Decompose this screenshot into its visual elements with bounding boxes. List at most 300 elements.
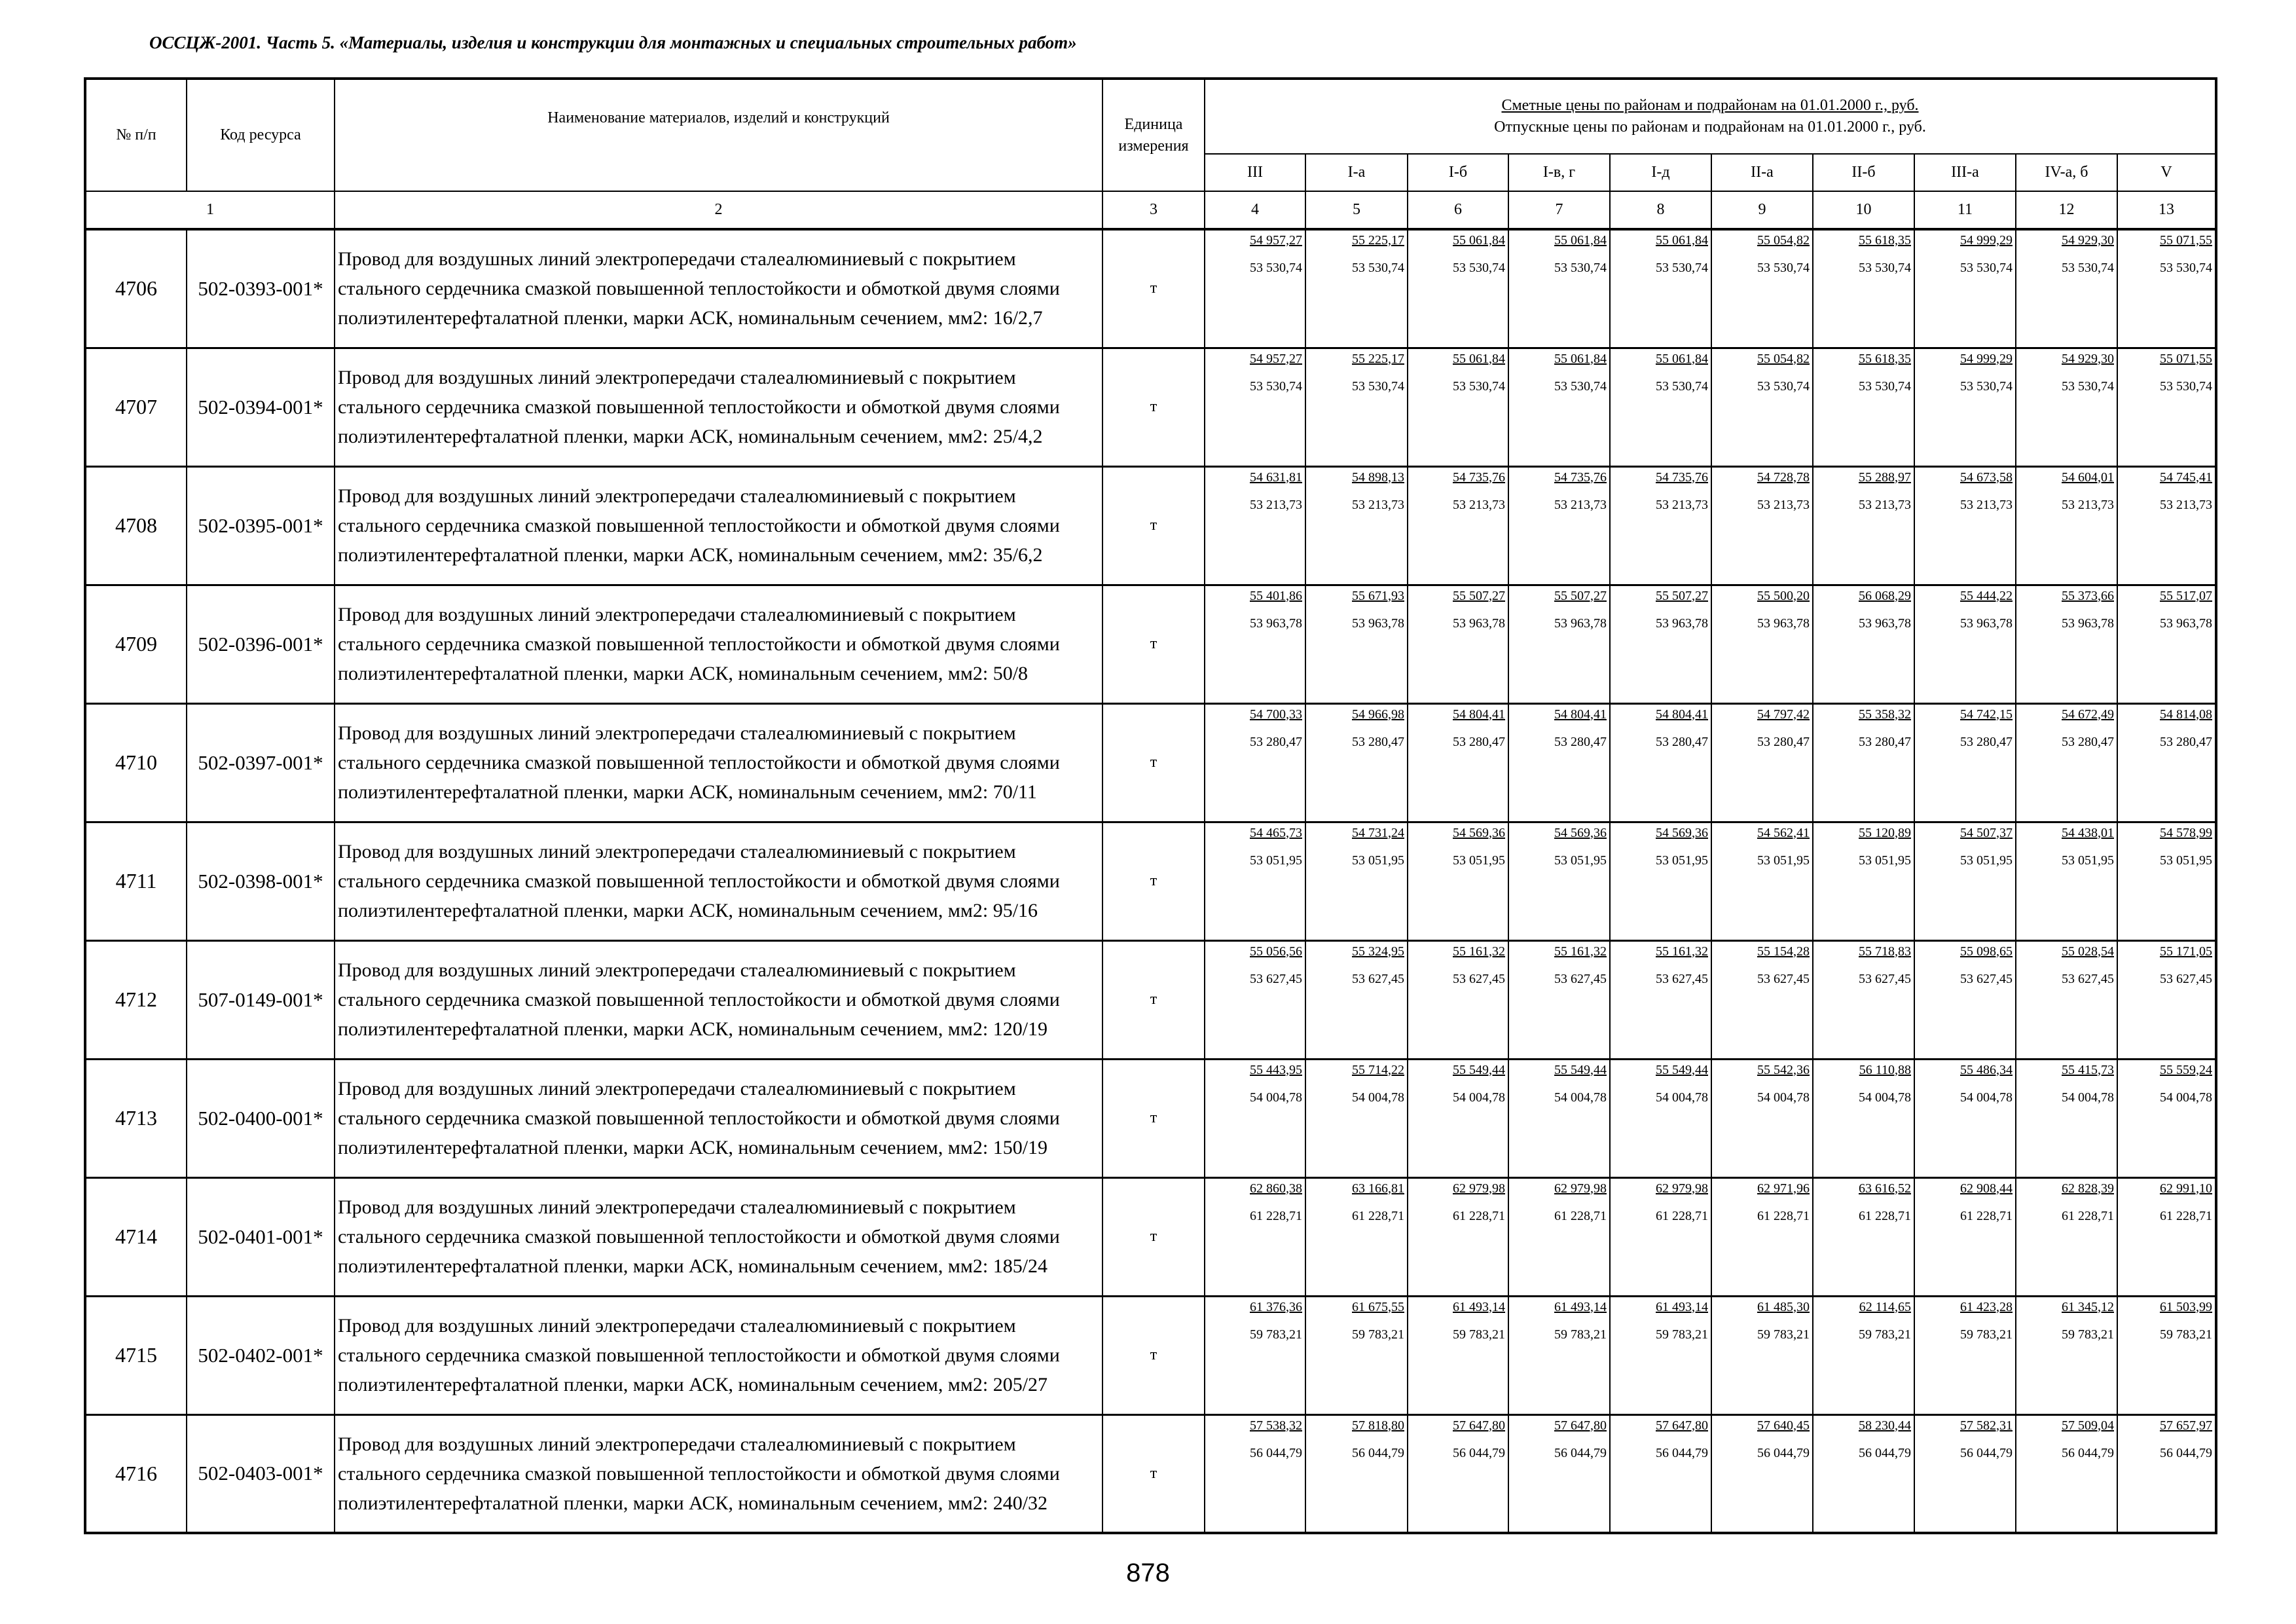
- header-region: III-а: [1914, 154, 2016, 191]
- release-price: 61 228,71: [1859, 1208, 1911, 1223]
- estimate-price: 54 578,99: [2160, 825, 2213, 840]
- release-price: 53 530,74: [1960, 378, 2013, 394]
- price-cell: [1408, 348, 1508, 466]
- estimate-price: 54 898,13: [1352, 470, 1404, 485]
- row-index: 4709: [85, 585, 187, 703]
- estimate-price: 62 860,38: [1250, 1181, 1302, 1196]
- unit-of-measure: т: [1102, 703, 1205, 822]
- release-price: 54 004,78: [1554, 1090, 1607, 1105]
- price-cell: [2117, 348, 2216, 466]
- estimate-price: 54 735,76: [1453, 470, 1505, 485]
- resource-code: 502-0395-001*: [187, 466, 335, 585]
- price-cell: [1508, 1177, 1610, 1296]
- release-price: 61 228,71: [1554, 1208, 1607, 1223]
- release-price: 53 280,47: [1656, 734, 1708, 749]
- estimate-price: 54 673,58: [1960, 470, 2013, 485]
- price-cell: [2117, 229, 2216, 348]
- estimate-price: 55 415,73: [2062, 1062, 2114, 1077]
- row-index: 4712: [85, 940, 187, 1059]
- column-number: 6: [1408, 191, 1508, 229]
- price-cell: [1711, 940, 1813, 1059]
- unit-of-measure: т: [1102, 1059, 1205, 1177]
- estimate-price: 55 061,84: [1554, 233, 1607, 248]
- price-cell: [2016, 940, 2117, 1059]
- release-price: 56 044,79: [1453, 1445, 1505, 1460]
- price-cell: [1305, 466, 1408, 585]
- release-price: 56 044,79: [1250, 1445, 1302, 1460]
- estimate-price: 57 538,32: [1250, 1418, 1302, 1433]
- estimate-price: 55 401,86: [1250, 588, 1302, 603]
- material-name: Провод для воздушных линий электропередачи сталеалюминиевый с покрытием стального сердечника смазкой повышенной теплостойкости и обмоткой двумя слоями полиэтилентерефталатной пленки, марки АСК, номинальным сечением, мм2: 50/8: [335, 585, 1102, 703]
- price-cell: [1610, 703, 1711, 822]
- price-cell: [1914, 822, 2016, 940]
- price-cell: [1408, 822, 1508, 940]
- estimate-price: 55 056,56: [1250, 944, 1302, 959]
- release-price: 61 228,71: [1352, 1208, 1404, 1223]
- price-cell: [2016, 822, 2117, 940]
- header-prices: [1205, 79, 2216, 154]
- release-price: 53 530,74: [1352, 378, 1404, 394]
- resource-code: 502-0402-001*: [187, 1296, 335, 1414]
- row-index: 4713: [85, 1059, 187, 1177]
- release-price: 53 051,95: [1453, 853, 1505, 868]
- price-cell: [1508, 822, 1610, 940]
- price-cell: [1914, 1296, 2016, 1414]
- price-cell: [1305, 1414, 1408, 1533]
- estimate-price: 62 828,39: [2062, 1181, 2114, 1196]
- release-price: 53 530,74: [1352, 261, 1404, 275]
- price-cell: [1711, 229, 1813, 348]
- material-name: Провод для воздушных линий электропередачи сталеалюминиевый с покрытием стального сердечника смазкой повышенной теплостойкости и обмоткой двумя слоями полиэтилентерефталатной пленки, марки АСК, номинальным сечением, мм2: 150/19: [335, 1059, 1102, 1177]
- resource-code: 502-0400-001*: [187, 1059, 335, 1177]
- resource-code: 502-0396-001*: [187, 585, 335, 703]
- release-price: 53 530,74: [1250, 378, 1302, 394]
- table-row: [85, 1059, 2216, 1177]
- resource-code: 507-0149-001*: [187, 940, 335, 1059]
- estimate-price: 55 671,93: [1352, 588, 1404, 603]
- estimate-price: 55 443,95: [1250, 1062, 1302, 1077]
- release-price: 53 213,73: [1656, 497, 1708, 512]
- release-price: 53 530,74: [1453, 261, 1505, 275]
- column-number: 5: [1305, 191, 1408, 229]
- price-cell: [1205, 1414, 1305, 1533]
- price-cell: [1408, 466, 1508, 585]
- release-price: 56 044,79: [1859, 1445, 1911, 1460]
- release-price: 61 228,71: [1250, 1208, 1302, 1223]
- release-price: 59 783,21: [1859, 1327, 1911, 1342]
- price-cell: [1508, 466, 1610, 585]
- estimate-price: 55 061,84: [1554, 351, 1607, 366]
- table-row: [85, 940, 2216, 1059]
- release-price: 53 627,45: [1250, 971, 1302, 986]
- estimate-price: 61 485,30: [1757, 1299, 1810, 1314]
- price-cell: [1711, 703, 1813, 822]
- estimate-price: 54 728,78: [1757, 470, 1810, 485]
- release-price: 59 783,21: [2160, 1327, 2213, 1342]
- release-price: 53 213,73: [1453, 497, 1505, 512]
- column-number: 8: [1610, 191, 1711, 229]
- material-name: Провод для воздушных линий электропередачи сталеалюминиевый с покрытием стального сердечника смазкой повышенной теплостойкости и обмоткой двумя слоями полиэтилентерефталатной пленки, марки АСК, номинальным сечением, мм2: 25/4,2: [335, 348, 1102, 466]
- price-cell: [1408, 1414, 1508, 1533]
- estimate-price: 62 979,98: [1554, 1181, 1607, 1196]
- estimate-price: 54 735,76: [1554, 470, 1607, 485]
- release-price: 53 213,73: [2160, 497, 2213, 512]
- estimate-price: 55 517,07: [2160, 588, 2213, 603]
- price-cell: [1914, 466, 2016, 585]
- table-row: [85, 585, 2216, 703]
- row-index: 4706: [85, 229, 187, 348]
- estimate-price: 55 071,55: [2160, 233, 2213, 248]
- material-name: Провод для воздушных линий электропередачи сталеалюминиевый с покрытием стального сердечника смазкой повышенной теплостойкости и обмоткой двумя слоями полиэтилентерефталатной пленки, марки АСК, номинальным сечением, мм2: 95/16: [335, 822, 1102, 940]
- column-number: 12: [2016, 191, 2117, 229]
- price-cell: [1408, 703, 1508, 822]
- estimate-price: 54 672,49: [2062, 707, 2114, 722]
- price-cell: [1408, 229, 1508, 348]
- release-price: 59 783,21: [2062, 1327, 2114, 1342]
- price-cell: [1711, 585, 1813, 703]
- estimate-price: 55 718,83: [1859, 944, 1911, 959]
- material-name: Провод для воздушных линий электропередачи сталеалюминиевый с покрытием стального сердечника смазкой повышенной теплостойкости и обмоткой двумя слоями полиэтилентерефталатной пленки, марки АСК, номинальным сечением, мм2: 70/11: [335, 703, 1102, 822]
- release-price: 56 044,79: [1757, 1445, 1810, 1460]
- estimate-price: 54 569,36: [1453, 825, 1505, 840]
- row-index: 4715: [85, 1296, 187, 1414]
- row-index: 4716: [85, 1414, 187, 1533]
- row-index: 4710: [85, 703, 187, 822]
- material-name: Провод для воздушных линий электропередачи сталеалюминиевый с покрытием стального сердечника смазкой повышенной теплостойкости и обмоткой двумя слоями полиэтилентерефталатной пленки, марки АСК, номинальным сечением, мм2: 205/27: [335, 1296, 1102, 1414]
- release-price: 53 627,45: [1960, 971, 2013, 986]
- release-price: 53 530,74: [2160, 378, 2213, 394]
- estimate-price: 55 061,84: [1656, 233, 1708, 248]
- price-cell: [2016, 1414, 2117, 1533]
- estimate-price: 55 618,35: [1859, 233, 1911, 248]
- table-body: [85, 229, 2216, 1533]
- estimate-price: 55 549,44: [1656, 1062, 1708, 1077]
- price-cell: [2117, 1059, 2216, 1177]
- price-cell: [1813, 229, 1914, 348]
- material-name: Провод для воздушных линий электропередачи сталеалюминиевый с покрытием стального сердечника смазкой повышенной теплостойкости и обмоткой двумя слоями полиэтилентерефталатной пленки, марки АСК, номинальным сечением, мм2: 120/19: [335, 940, 1102, 1059]
- estimate-price: 62 979,98: [1453, 1181, 1505, 1196]
- price-cell: [2117, 703, 2216, 822]
- header-region: I-д: [1610, 154, 1711, 191]
- price-cell: [1610, 940, 1711, 1059]
- release-price: 53 051,95: [1960, 853, 2013, 868]
- release-price: 53 963,78: [1656, 616, 1708, 631]
- estimate-price: 54 999,29: [1960, 351, 2013, 366]
- header-row-numbers: [85, 191, 2216, 229]
- header-region: IV-а, б: [2016, 154, 2117, 191]
- estimate-price: 55 028,54: [2062, 944, 2114, 959]
- estimate-price: 55 500,20: [1757, 588, 1810, 603]
- release-price: 53 051,95: [1250, 853, 1302, 868]
- price-cell: [2016, 585, 2117, 703]
- column-number: 7: [1508, 191, 1610, 229]
- price-table: [84, 77, 2217, 1534]
- release-price: 54 004,78: [1960, 1090, 2013, 1105]
- estimate-price: 55 061,84: [1453, 233, 1505, 248]
- price-cell: [1813, 703, 1914, 822]
- estimate-price: 55 054,82: [1757, 233, 1810, 248]
- estimate-price: 54 957,27: [1250, 233, 1302, 248]
- header-row-top: [85, 79, 2216, 154]
- estimate-price: 55 618,35: [1859, 351, 1911, 366]
- estimate-price: 54 438,01: [2062, 825, 2114, 840]
- price-cell: [1305, 229, 1408, 348]
- release-price: 61 228,71: [2062, 1208, 2114, 1223]
- release-price: 53 280,47: [1757, 734, 1810, 749]
- release-price: 56 044,79: [1352, 1445, 1404, 1460]
- price-cell: [2016, 703, 2117, 822]
- price-cell: [2016, 229, 2117, 348]
- release-price: 54 004,78: [1352, 1090, 1404, 1105]
- price-cell: [2016, 348, 2117, 466]
- price-cell: [1408, 1177, 1508, 1296]
- release-price: 53 530,74: [1960, 261, 2013, 275]
- document-header: ОССЦЖ-2001. Часть 5. «Материалы, изделия и конструкции для монтажных и специальных строительных работ»: [149, 33, 1077, 52]
- estimate-price: 62 114,65: [1859, 1299, 1911, 1314]
- material-name: Провод для воздушных линий электропередачи сталеалюминиевый с покрытием стального сердечника смазкой повышенной теплостойкости и обмоткой двумя слоями полиэтилентерефталатной пленки, марки АСК, номинальным сечением, мм2: 16/2,7: [335, 229, 1102, 348]
- estimate-price: 55 507,27: [1554, 588, 1607, 603]
- release-price: 53 530,74: [1250, 261, 1302, 275]
- row-index: 4714: [85, 1177, 187, 1296]
- release-price: 53 213,73: [1859, 497, 1911, 512]
- release-price: 53 530,74: [2062, 378, 2114, 394]
- estimate-price: 55 071,55: [2160, 351, 2213, 366]
- table-row: [85, 822, 2216, 940]
- table-row: [85, 703, 2216, 822]
- table-row: [85, 348, 2216, 466]
- release-price: 54 004,78: [1453, 1090, 1505, 1105]
- release-price: 53 213,73: [1250, 497, 1302, 512]
- estimate-price: 55 161,32: [1656, 944, 1708, 959]
- release-price: 53 280,47: [1859, 734, 1911, 749]
- release-price: 53 280,47: [2160, 734, 2213, 749]
- estimate-price: 54 569,36: [1656, 825, 1708, 840]
- header-name: Наименование материалов, изделий и конструкций: [335, 79, 1102, 191]
- estimate-price: 58 230,44: [1859, 1418, 1911, 1433]
- estimate-price: 55 507,27: [1656, 588, 1708, 603]
- price-cell: [1610, 466, 1711, 585]
- row-index: 4708: [85, 466, 187, 585]
- price-cell: [1508, 229, 1610, 348]
- column-number: 4: [1205, 191, 1305, 229]
- release-price: 53 051,95: [1554, 853, 1607, 868]
- price-cell: [1711, 466, 1813, 585]
- estimate-price: 61 493,14: [1453, 1299, 1505, 1314]
- estimate-price: 57 640,45: [1757, 1418, 1810, 1433]
- price-cell: [1610, 1059, 1711, 1177]
- estimate-price: 56 068,29: [1859, 588, 1911, 603]
- release-price: 53 627,45: [1757, 971, 1810, 986]
- release-price: 53 051,95: [1859, 853, 1911, 868]
- estimate-price: 63 166,81: [1352, 1181, 1404, 1196]
- release-price: 59 783,21: [1250, 1327, 1302, 1342]
- estimate-price: 55 154,28: [1757, 944, 1810, 959]
- estimate-price: 54 814,08: [2160, 707, 2213, 722]
- price-cell: [1305, 940, 1408, 1059]
- price-cell: [1508, 940, 1610, 1059]
- resource-code: 502-0403-001*: [187, 1414, 335, 1533]
- release-price: 53 530,74: [1656, 261, 1708, 275]
- price-cell: [1205, 585, 1305, 703]
- estimate-price: 61 503,99: [2160, 1299, 2213, 1314]
- estimate-price: 54 465,73: [1250, 825, 1302, 840]
- resource-code: 502-0394-001*: [187, 348, 335, 466]
- estimate-price: 54 700,33: [1250, 707, 1302, 722]
- estimate-price: 54 929,30: [2062, 233, 2114, 248]
- price-cell: [1711, 1414, 1813, 1533]
- price-cell: [1508, 703, 1610, 822]
- price-cell: [1610, 1177, 1711, 1296]
- release-price: 61 228,71: [1960, 1208, 2013, 1223]
- price-cell: [1205, 940, 1305, 1059]
- estimate-price: 55 358,32: [1859, 707, 1911, 722]
- resource-code: 502-0401-001*: [187, 1177, 335, 1296]
- header-prices-estimate: Сметные цены по районам и подрайонам на 01.01.2000 г., руб.: [1501, 97, 1919, 114]
- estimate-price: 56 110,88: [1859, 1062, 1911, 1077]
- estimate-price: 55 120,89: [1859, 825, 1911, 840]
- header-region: V: [2117, 154, 2216, 191]
- price-cell: [1813, 348, 1914, 466]
- estimate-price: 57 657,97: [2160, 1418, 2213, 1433]
- unit-of-measure: т: [1102, 585, 1205, 703]
- column-number: 10: [1813, 191, 1914, 229]
- release-price: 53 280,47: [2062, 734, 2114, 749]
- price-cell: [1711, 348, 1813, 466]
- release-price: 53 530,74: [1656, 378, 1708, 394]
- price-cell: [1610, 1296, 1711, 1414]
- table-row: [85, 229, 2216, 348]
- release-price: 53 530,74: [1554, 378, 1607, 394]
- release-price: 56 044,79: [2160, 1445, 2213, 1460]
- header-region: I-б: [1408, 154, 1508, 191]
- estimate-price: 55 061,84: [1656, 351, 1708, 366]
- price-cell: [1408, 585, 1508, 703]
- price-cell: [1610, 822, 1711, 940]
- price-cell: [1305, 1059, 1408, 1177]
- estimate-price: 54 966,98: [1352, 707, 1404, 722]
- release-price: 54 004,78: [1859, 1090, 1911, 1105]
- row-index: 4707: [85, 348, 187, 466]
- release-price: 53 627,45: [1352, 971, 1404, 986]
- price-cell: [1914, 585, 2016, 703]
- price-cell: [2117, 940, 2216, 1059]
- unit-of-measure: т: [1102, 466, 1205, 585]
- estimate-price: 57 582,31: [1960, 1418, 2013, 1433]
- price-cell: [2117, 822, 2216, 940]
- release-price: 53 051,95: [2062, 853, 2114, 868]
- estimate-price: 63 616,52: [1859, 1181, 1911, 1196]
- price-cell: [1205, 1177, 1305, 1296]
- estimate-price: 55 054,82: [1757, 351, 1810, 366]
- price-cell: [1610, 1414, 1711, 1533]
- header-prices-release: Отпускные цены по районам и подрайонам на 01.01.2000 г., руб.: [1494, 119, 1926, 136]
- release-price: 54 004,78: [1656, 1090, 1708, 1105]
- release-price: 53 627,45: [2160, 971, 2213, 986]
- release-price: 53 280,47: [1554, 734, 1607, 749]
- release-price: 53 213,73: [1960, 497, 2013, 512]
- price-cell: [1508, 1059, 1610, 1177]
- estimate-price: 55 486,34: [1960, 1062, 2013, 1077]
- release-price: 53 213,73: [1352, 497, 1404, 512]
- release-price: 53 627,45: [1656, 971, 1708, 986]
- release-price: 53 213,73: [2062, 497, 2114, 512]
- release-price: 53 280,47: [1453, 734, 1505, 749]
- price-cell: [2016, 1059, 2117, 1177]
- price-cell: [1914, 1414, 2016, 1533]
- estimate-price: 55 288,97: [1859, 470, 1911, 485]
- row-index: 4711: [85, 822, 187, 940]
- price-cell: [1305, 348, 1408, 466]
- release-price: 53 213,73: [1757, 497, 1810, 512]
- estimate-price: 61 493,14: [1656, 1299, 1708, 1314]
- release-price: 61 228,71: [1453, 1208, 1505, 1223]
- column-number: 2: [335, 191, 1102, 229]
- header-unit: Единица измерения: [1102, 79, 1205, 191]
- price-cell: [2117, 466, 2216, 585]
- material-name: Провод для воздушных линий электропередачи сталеалюминиевый с покрытием стального сердечника смазкой повышенной теплостойкости и обмоткой двумя слоями полиэтилентерефталатной пленки, марки АСК, номинальным сечением, мм2: 35/6,2: [335, 466, 1102, 585]
- release-price: 59 783,21: [1352, 1327, 1404, 1342]
- estimate-price: 54 604,01: [2062, 470, 2114, 485]
- release-price: 53 280,47: [1960, 734, 2013, 749]
- release-price: 53 051,95: [1656, 853, 1708, 868]
- estimate-price: 57 647,80: [1453, 1418, 1505, 1433]
- price-cell: [1508, 585, 1610, 703]
- estimate-price: 54 929,30: [2062, 351, 2114, 366]
- release-price: 54 004,78: [1757, 1090, 1810, 1105]
- estimate-price: 62 991,10: [2160, 1181, 2213, 1196]
- table-row: [85, 1296, 2216, 1414]
- estimate-price: 62 908,44: [1960, 1181, 2013, 1196]
- release-price: 53 963,78: [2160, 616, 2213, 631]
- estimate-price: 62 971,96: [1757, 1181, 1810, 1196]
- estimate-price: 55 171,05: [2160, 944, 2213, 959]
- estimate-price: 54 745,41: [2160, 470, 2213, 485]
- unit-of-measure: т: [1102, 1296, 1205, 1414]
- estimate-price: 54 631,81: [1250, 470, 1302, 485]
- price-cell: [1205, 703, 1305, 822]
- resource-code: 502-0393-001*: [187, 229, 335, 348]
- price-cell: [1205, 1059, 1305, 1177]
- price-cell: [1408, 1059, 1508, 1177]
- estimate-price: 54 562,41: [1757, 825, 1810, 840]
- price-cell: [1711, 822, 1813, 940]
- price-cell: [1408, 940, 1508, 1059]
- header-idx: № п/п: [85, 79, 187, 191]
- release-price: 54 004,78: [2062, 1090, 2114, 1105]
- price-cell: [2117, 1414, 2216, 1533]
- estimate-price: 54 569,36: [1554, 825, 1607, 840]
- header-region: III: [1205, 154, 1305, 191]
- price-cell: [1610, 229, 1711, 348]
- price-cell: [1610, 585, 1711, 703]
- release-price: 59 783,21: [1453, 1327, 1505, 1342]
- resource-code: 502-0398-001*: [187, 822, 335, 940]
- release-price: 53 530,74: [2160, 261, 2213, 275]
- estimate-price: 62 979,98: [1656, 1181, 1708, 1196]
- price-cell: [1305, 585, 1408, 703]
- price-cell: [1305, 703, 1408, 822]
- price-cell: [1508, 348, 1610, 466]
- release-price: 53 530,74: [1757, 261, 1810, 275]
- price-cell: [1508, 1414, 1610, 1533]
- price-cell: [1914, 940, 2016, 1059]
- estimate-price: 55 161,32: [1453, 944, 1505, 959]
- price-cell: [1914, 1059, 2016, 1177]
- table-row: [85, 1414, 2216, 1533]
- release-price: 59 783,21: [1757, 1327, 1810, 1342]
- estimate-price: 55 559,24: [2160, 1062, 2213, 1077]
- price-cell: [1914, 229, 2016, 348]
